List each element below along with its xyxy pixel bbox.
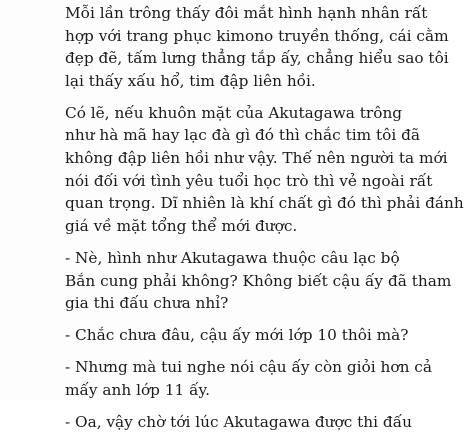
text-line: không đập liên hồi như vậy. Thế nên người ta mới <box>65 149 448 168</box>
paragraph-4 <box>50 324 409 347</box>
text-line: quan trọng. Dĩ nhiên là khí chất gì đó thì phải đánh <box>65 194 464 213</box>
text-line: mấy anh lớp 11 ấy. <box>65 380 210 399</box>
text-line: giá về mặt tổng thể mới được. <box>65 216 298 235</box>
text-line: đẹp đẽ, tấm lưng thẳng tắp ấy, chẳng hiểu sao tôi <box>65 49 449 68</box>
text-line: hợp với trang phục kimono truyền thống, cái cằm <box>65 26 449 45</box>
text-line: - Nhưng mà tui nghe nói cậu ấy còn giỏi hơn cả <box>65 358 432 377</box>
text-line: nói đối với tình yêu tuổi học trò thì vẻ ngoài rất <box>65 171 433 190</box>
body-text <box>50 2 464 443</box>
text-line: - Nè, hình như Akutagawa thuộc câu lạc bộ <box>65 248 400 267</box>
paragraph-5 <box>50 356 432 401</box>
paragraph-1 <box>50 2 449 92</box>
text-line: - Chắc chưa đâu, cậu ấy mới lớp 10 thôi mà? <box>65 326 409 345</box>
paragraph-6 <box>50 411 412 434</box>
text-line: gia thi đấu chưa nhỉ? <box>65 294 229 313</box>
text-line: như hà mã hay lạc đà gì đó thì chắc tim tôi đã <box>65 126 420 145</box>
paragraph-3 <box>50 247 452 315</box>
text-line: Bắn cung phải không? Không biết cậu ấy đã tham <box>65 271 452 290</box>
text-line: Mỗi lần trông thấy đôi mắt hình hạnh nhân rất <box>65 4 428 22</box>
text-line: lại thấy xấu hổ, tim đập liên hồi. <box>65 71 316 90</box>
text-line: - Oa, vậy chờ tới lúc Akutagawa được thi đấu <box>65 413 412 431</box>
text-line: Có lẽ, nếu khuôn mặt của Akutagawa trông <box>65 103 403 122</box>
paragraph-2 <box>50 102 464 238</box>
